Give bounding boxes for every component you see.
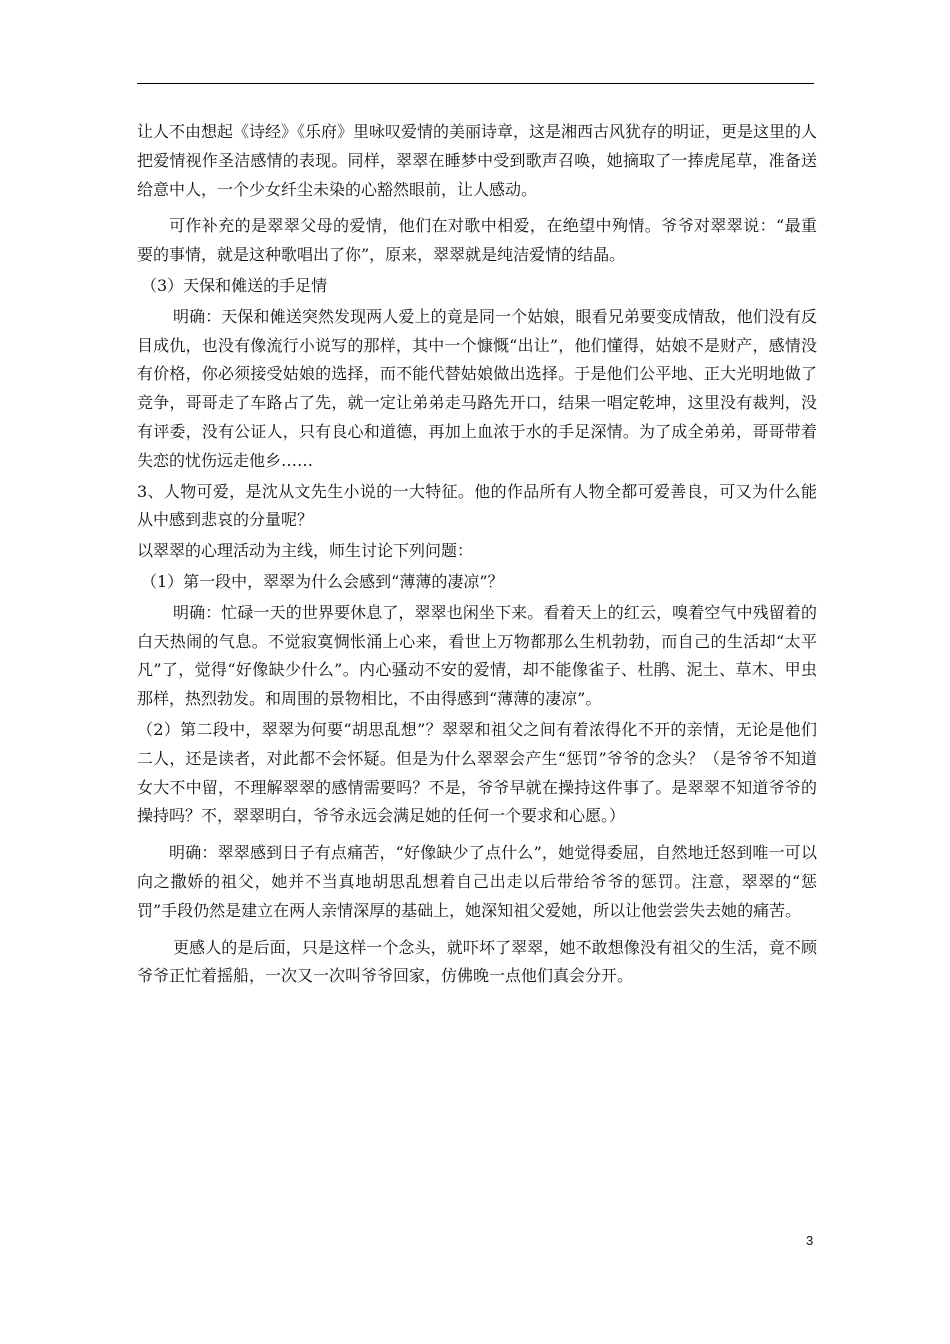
paragraph: 明确：翠翠感到日子有点痛苦，“好像缺少了点什么”，她觉得委屈，自然地迁怒到唯一可以向之撒娇的祖父，她并不当真地胡思乱想着自己出走以后带给爷爷的惩罚。注意，翠翠的“惩罚”手段仍然是建立在两人亲情深厚的基础上，她深知祖父爱她，所以让他尝尝失去她的痛苦。 [137, 843, 817, 920]
paragraph: 让人不由想起《诗经》《乐府》里咏叹爱情的美丽诗章，这是湘西古风犹存的明证，更是这里的人把爱情视作圣洁感情的表现。同样，翠翠在睡梦中受到歌声召唤，她摘取了一捧虎尾草，准备送给意中人，一个少女纤尘未染的心豁然眼前，让人感动。 [137, 122, 818, 199]
section-heading: （2）第二段中，翠翠为何要“胡思乱想”？翠翠和祖父之间有着浓得化不开的亲情，无论是他们二人，还是读者，对此都不会怀疑。但是为什么翠翠会产生“惩罚”爷爷的念头？（是爷爷不知道女大不中留，不理解翠翠的感情需要吗？不是，爷爷早就在操持这件事了。是翠翠不知道爷爷的操持吗？不，翠翠明白，爷爷永远会满足她的任何一个要求和心愿。） [137, 719, 817, 826]
question-paragraph: 3、人物可爱，是沈从文先生小说的一大特征。他的作品所有人物全都可爱善良，可又为什么能从中感到悲哀的分量呢？ [137, 481, 817, 530]
section-heading: （3）天保和傩送的手足情 [141, 275, 328, 295]
paragraph: 可作补充的是翠翠父母的爱情，他们在对歌中相爱，在绝望中殉情。爷爷对翠翠说：“最重要的事情，就是这种歌唱出了你”，原来，翠翠就是纯洁爱情的结晶。 [137, 216, 817, 265]
page-number: 3 [806, 1233, 814, 1248]
document-body [137, 118, 817, 991]
header-rule [137, 83, 814, 84]
section-heading: （1）第一段中，翠翠为什么会感到“薄薄的凄凉”？ [141, 571, 504, 591]
paragraph: 明确：忙碌一天的世界要休息了，翠翠也闲坐下来。看着天上的红云，嗅着空气中残留着的白天热闹的气息。不觉寂寞惆怅涌上心来，看世上万物都那么生机勃勃，而自己的生活却“太平凡”了，觉得“好像缺少什么”。内心骚动不安的爱情，却不能像雀子、杜鹃、泥土、草木、甲虫那样，热烈勃发。和周围的景物相比，不由得感到“薄薄的凄凉”。 [137, 602, 817, 709]
paragraph: 以翠翠的心理活动为主线，师生讨论下列问题： [137, 541, 474, 561]
paragraph: 明确：天保和傩送突然发现两人爱上的竟是同一个姑娘，眼看兄弟要变成情敌，他们没有反目成仇，也没有像流行小说写的那样，其中一个慷慨“出让”，他们懂得，姑娘不是财产，感情没有价格，你必须接受姑娘的选择，而不能代替姑娘做出选择。于是他们公平地、正大光明地做了竞争，哥哥走了车路占了先，就一定让弟弟走马路先开口，结果一唱定乾坤，这里没有裁判，没有评委，没有公证人，只有良心和道德，再加上血浓于水的手足深情。为了成全弟弟，哥哥带着失恋的忧伤远走他乡…… [137, 306, 817, 470]
paragraph: 更感人的是后面，只是这样一个念头，就吓坏了翠翠，她不敢想像没有祖父的生活，竟不顾爷爷正忙着摇船，一次又一次叫爷爷回家，仿佛晚一点他们真会分开。 [137, 937, 817, 986]
